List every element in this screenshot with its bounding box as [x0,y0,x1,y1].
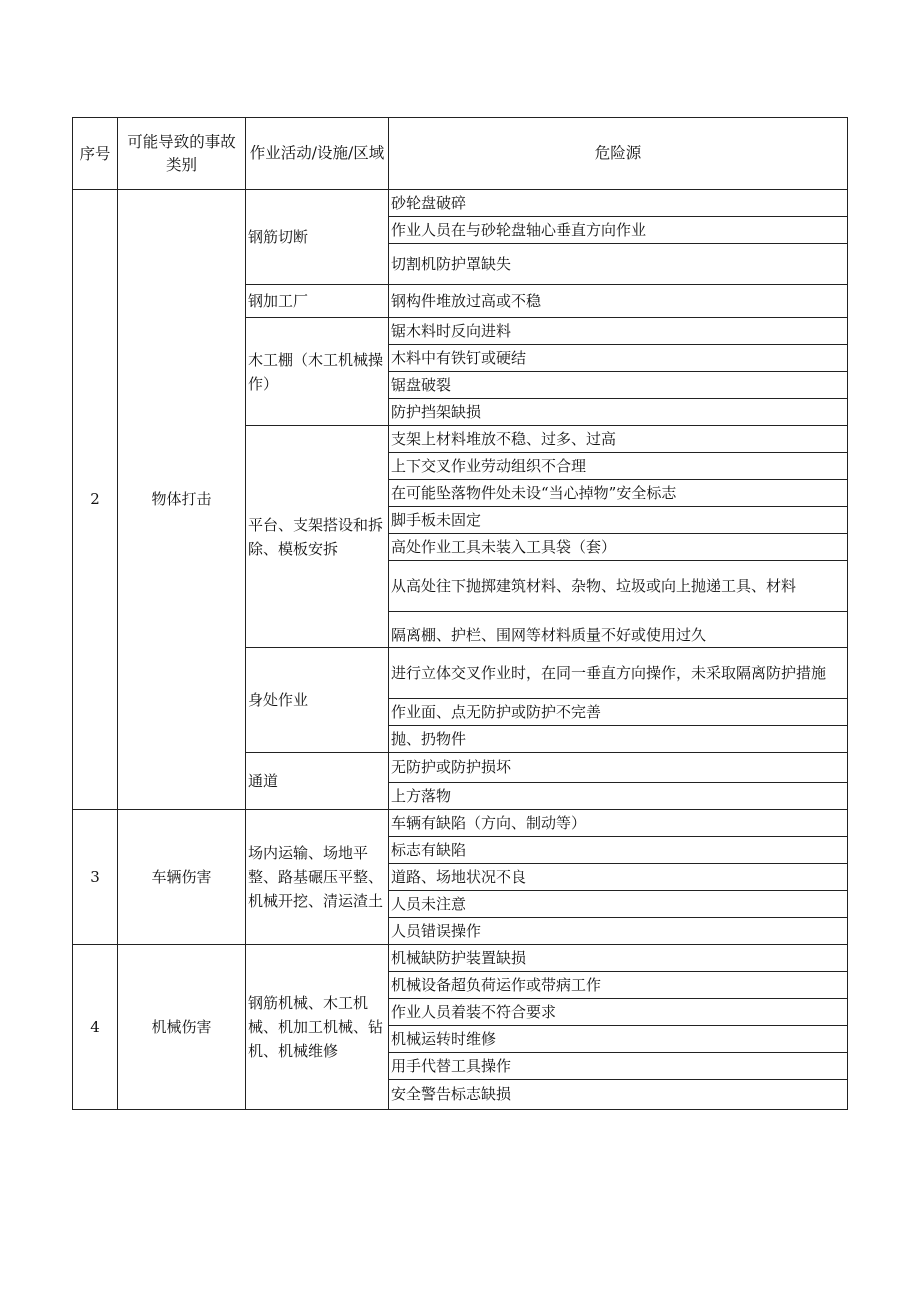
seq-cell: 3 [73,810,118,945]
category-cell: 车辆伤害 [118,810,246,945]
hazard-cell: 从高处往下抛掷建筑材料、杂物、垃圾或向上抛递工具、材料 [389,561,848,612]
hazard-cell: 机械设备超负荷运作或带病工作 [389,972,848,999]
hazard-table [72,117,848,1110]
hazard-cell: 安全警告标志缺损 [389,1080,848,1110]
hazard-cell: 用手代替工具操作 [389,1053,848,1080]
hazard-cell: 无防护或防护损坏 [389,753,848,783]
area-cell: 木工棚（木工机械操作） [246,318,389,426]
header-category: 可能导致的事故类别 [118,118,246,190]
hazard-cell: 车辆有缺陷（方向、制动等） [389,810,848,837]
hazard-cell: 防护挡架缺损 [389,399,848,426]
hazard-cell: 作业人员在与砂轮盘轴心垂直方向作业 [389,217,848,244]
hazard-cell: 机械缺防护装置缺损 [389,945,848,972]
table-row [73,945,848,972]
table-row [73,810,848,837]
seq-cell: 4 [73,945,118,1110]
seq-cell: 2 [73,190,118,810]
header-seq: 序号 [73,118,118,190]
table-row [73,190,848,217]
hazard-cell: 道路、场地状况不良 [389,864,848,891]
hazard-cell: 上方落物 [389,783,848,810]
hazard-cell: 在可能坠落物件处未设“当心掉物”安全标志 [389,480,848,507]
hazard-cell: 砂轮盘破碎 [389,190,848,217]
hazard-cell: 支架上材料堆放不稳、过多、过高 [389,426,848,453]
category-cell: 物体打击 [118,190,246,810]
hazard-cell: 钢构件堆放过高或不稳 [389,285,848,318]
hazard-cell: 人员未注意 [389,891,848,918]
area-cell: 平台、支架搭设和拆除、模板安拆 [246,426,389,648]
area-cell: 钢加工厂 [246,285,389,318]
area-cell: 场内运输、场地平整、路基碾压平整、机械开挖、清运渣土 [246,810,389,945]
hazard-cell: 作业人员着装不符合要求 [389,999,848,1026]
hazard-cell: 木料中有铁钉或硬结 [389,345,848,372]
hazard-cell: 脚手板未固定 [389,507,848,534]
hazard-cell: 锯木料时反向进料 [389,318,848,345]
area-cell: 通道 [246,753,389,810]
category-cell: 机械伤害 [118,945,246,1110]
hazard-cell: 标志有缺陷 [389,837,848,864]
hazard-cell: 隔离棚、护栏、围网等材料质量不好或使用过久 [389,612,848,648]
header-row [73,118,848,190]
hazard-cell: 锯盘破裂 [389,372,848,399]
hazard-cell: 作业面、点无防护或防护不完善 [389,699,848,726]
hazard-cell: 高处作业工具未装入工具袋（套） [389,534,848,561]
area-cell: 钢筋机械、木工机械、机加工机械、钻机、机械维修 [246,945,389,1110]
header-activity: 作业活动/设施/区域 [246,118,389,190]
hazard-cell: 人员错误操作 [389,918,848,945]
hazard-cell: 上下交叉作业劳动组织不合理 [389,453,848,480]
area-cell: 钢筋切断 [246,190,389,285]
hazard-cell: 切割机防护罩缺失 [389,244,848,285]
area-cell: 身处作业 [246,648,389,753]
hazard-cell: 进行立体交叉作业时，在同一垂直方向操作，未采取隔离防护措施 [389,648,848,699]
header-hazard: 危险源 [389,118,848,190]
hazard-cell: 机械运转时维修 [389,1026,848,1053]
hazard-cell: 抛、扔物件 [389,726,848,753]
